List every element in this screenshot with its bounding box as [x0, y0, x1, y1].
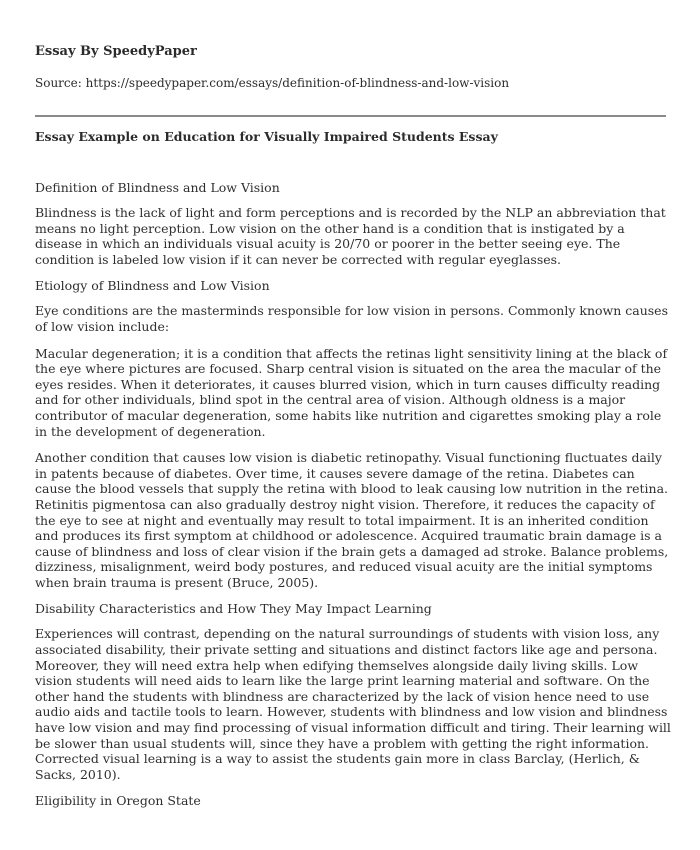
paragraph-macular-degeneration: Macular degeneration; it is a condition that affects the retinas light sensitivity lining at the black of the eye where pictures are focused. Sharp central vision is situated on the area the macular of the eyes resides. When it deteriorates, it causes blurred vision, which in turn causes difficulty reading and for other individuals, blind spot in the central area of vision. Although oldness is a major contributor of macular degeneration, some habits like nutrition and cigarettes smoking play a role in the development of degeneration. [35, 345, 668, 439]
section-heading-etiology: Etiology of Blindness and Low Vision [35, 278, 270, 294]
section-heading-definition: Definition of Blindness and Low Vision [35, 180, 280, 195]
paragraph-disability-characteristics: Experiences will contrast, depending on the natural surroundings of students with vision loss, any associated disability, their private setting and situations and distinct factors like age and persona. Moreover, they will need extra help when edifying themselves alongside daily living skills. Low vision students will need aids to learn like the large print learning material and software. On the other hand the students with blindness are characterized by the lack of vision hence need to use audio aids and tactile tools to learn. However, students with blindness and low vision and blindness have low vision and may find processing of visual information difficult and tiring. Their learning will be slower than usual students will, since they have a problem with getting the right information. Corrected visual learning is a way to assist the students gain more in class Barclay, (Herlich, & Sacks, 2010). [35, 626, 671, 782]
document-author-header: Essay By SpeedyPaper [35, 44, 197, 59]
paragraph-definition: Blindness is the lack of light and form perceptions and is recorded by the NLP an abbreviation that means no light perception. Low vision on the other hand is a condition that is instigated by a disease in which an individuals visual acuity is 20/70 or poorer in the better seeing eye. The condition is labeled low vision if it can never be corrected with regular eyeglasses. [35, 205, 666, 267]
section-heading-eligibility: Eligibility in Oregon State [35, 793, 201, 809]
paragraph-etiology-intro: Eye conditions are the masterminds responsible for low vision in persons. Commonly known causes of low vision include: [35, 303, 668, 334]
paragraph-diabetic-retinopathy: Another condition that causes low vision is diabetic retinopathy. Visual functioning fluctuates daily in patents because of diabetes. Over time, it causes severe damage of the retina. Diabetes can cause the blood vessels that supply the retina with blood to leak causing low nutrition in the retina. Retinitis pigmentosa can also gradually destroy night vision. Therefore, it reduces the capacity of the eye to see at night and eventually may result to total impairment. It is an inherited condition and produces its first symptom at childhood or adolescence. Acquired traumatic brain damage is a cause of blindness and loss of clear vision if the brain gets a damaged ad stroke. Balance problems, dizziness, misalignment, weird body postures, and reduced visual acuity are the initial symptoms when brain trauma is present (Bruce, 2005). [35, 450, 669, 590]
section-heading-disability-characteristics: Disability Characteristics and How They May Impact Learning [35, 601, 432, 617]
essay-title: Essay Example on Education for Visually Impaired Students Essay [35, 129, 498, 144]
header-divider [35, 115, 666, 117]
document-source-line: Source: https://speedypaper.com/essays/definition-of-blindness-and-low-vision [35, 76, 510, 90]
